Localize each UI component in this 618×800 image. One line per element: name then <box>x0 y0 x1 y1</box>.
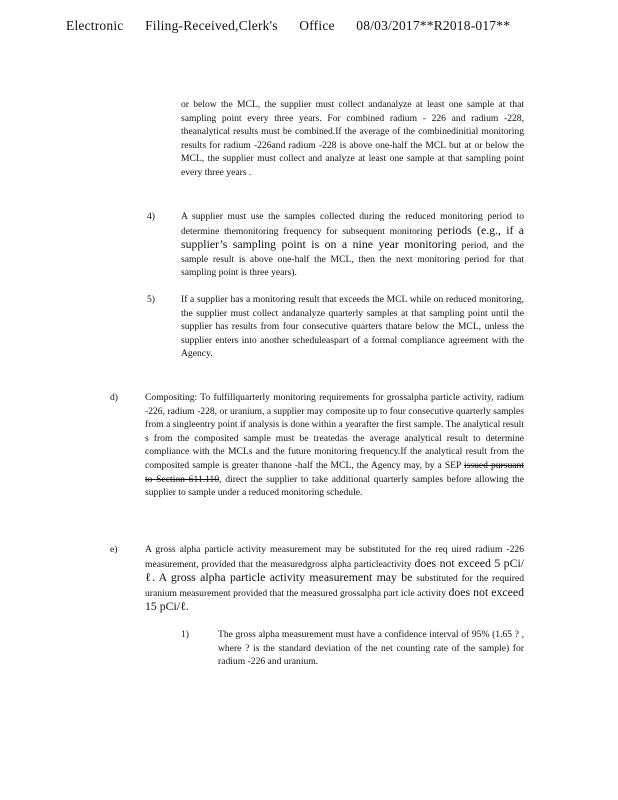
item-e-paragraph <box>145 543 524 615</box>
header-office: Office <box>299 18 335 33</box>
item-4-label: 4) <box>147 211 155 222</box>
item-5-label: 5) <box>147 294 155 305</box>
item-d-struck-text: issued pursuant to Section 611.110 <box>145 459 524 485</box>
item-e-text-b: does not exceed 5 pCi/ℓ. A gross alpha particle activity measurement may be <box>145 555 524 585</box>
header-date-docket: 08/03/2017**R2018-017** <box>356 18 511 33</box>
item-4-text-b: periods (e.g., if a supplier’s sampling point is on a nine year monitoring <box>181 222 524 252</box>
item-d-text-b: , direct the supplier to take additional quarterly samples before allowing the supplier to sample under a reduced monitoring schedule. <box>145 473 524 499</box>
item-e-text-a: A gross alpha particle activity measurement may be substituted for the req uired radium -226 measurement, provided that the measuredgross alpha particleactivity <box>145 544 524 570</box>
header-filing-received: Filing-Received,Clerk's <box>145 18 278 33</box>
item-e1-paragraph <box>218 628 524 669</box>
item-e-label: e) <box>110 544 118 555</box>
continued-paragraph <box>181 98 524 180</box>
header-electronic: Electronic <box>66 18 124 33</box>
item-d-text-a: Compositing: To fulfillquarterly monitoring requirements for grossalpha particle activity, radium -226, radium -228, or uranium, a supplier may composite up to four consecutive quarterly samples from a singleentry point if analysis is done within a yearafter the first sample. The analytical result s from the composited sample must be treatedas the average analytical result to determine compliance with the MCLs and the future monitoring frequency.If the analytical result from the composited sample is greater thanone -half the MCL, the Agency may, by a SEP <box>145 392 524 471</box>
item-e-text-c: substituted for the required uranium measurement provided that the measured grossalpha part icle activity <box>145 573 525 599</box>
item-5-text: If a supplier has a monitoring result that exceeds the MCL while on reduced monitoring, the supplier must collect andanalyze quarterly samples at that sampling point until the supplier has results from four consecutive quarters thatare below the MCL, unless the supplier enters into another scheduleaspart of a formal compliance agreement with the Agency. <box>181 294 524 360</box>
continued-paragraph-text: or below the MCL, the supplier must collect andanalyze at least one sample at that sampling point every three years. For combined radium - 226 and radium -228, theanalytical results must be combined.If the average of the combinedinitial monitoring results for radium -226and radium -228 is above one-half the MCL but at or below the MCL, the supplier must collect and analyze at least one sample at that sampling point every three years . <box>181 99 524 178</box>
item-e1-label: 1) <box>181 629 189 640</box>
page-header <box>66 18 528 34</box>
item-d-label: d) <box>110 392 118 403</box>
item-4-paragraph <box>181 210 524 280</box>
item-e1-text: The gross alpha measurement must have a confidence interval of 95% (1.65 ? , where ? is the standard deviation of the net counting rate of the sample) for radium -226 and uranium. <box>218 629 524 668</box>
item-4-text-a: A supplier must use the samples collected during the reduced monitoring period to determine themonitoring frequency for subsequent monitoring <box>181 211 524 237</box>
item-e-text-d: does not exceed 15 pCi/ℓ. <box>145 584 524 614</box>
item-d-paragraph <box>145 391 524 500</box>
item-5-paragraph <box>181 293 524 361</box>
item-4-text-c: period, and the sample result is above one-half the MCL, then the next monitoring period for that sampling point is three years). <box>181 240 524 279</box>
